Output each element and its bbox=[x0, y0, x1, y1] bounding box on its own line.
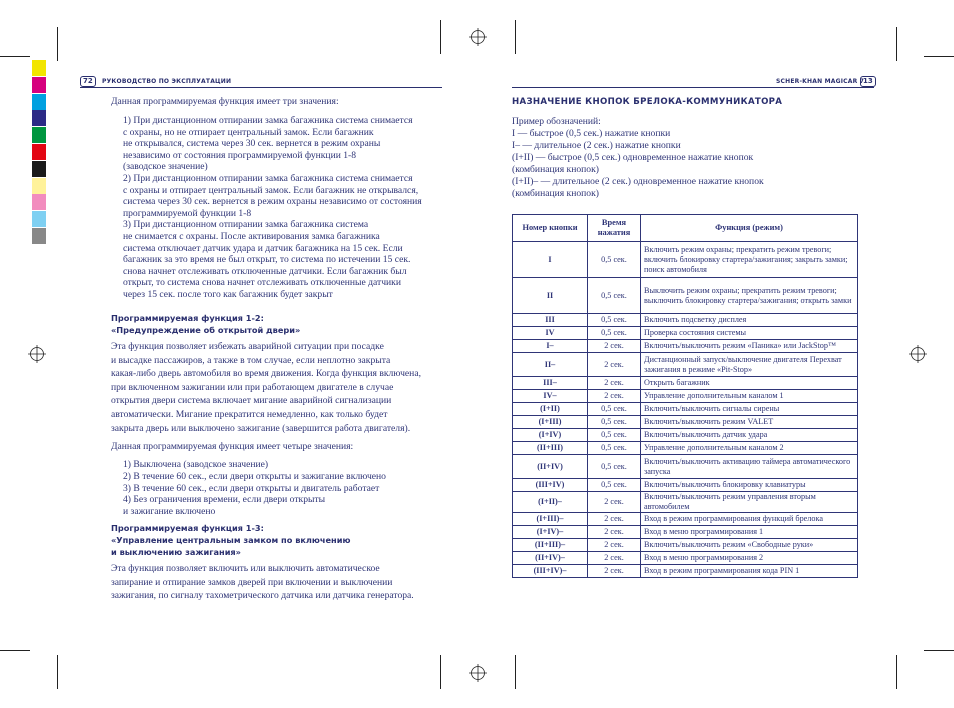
right-header-rule bbox=[512, 87, 874, 88]
intro-text: Данная программируемая функция имеет три значения: bbox=[111, 96, 339, 107]
cell-function: Включить/выключить режим «Паника» или JackStop™ bbox=[641, 340, 858, 353]
cell-function: Включить режим охраны; прекратить режим тревоги; включить блокировку стартера/зажигания; закрыть замки; поиск автомобиля bbox=[641, 242, 858, 278]
registration-mark-right bbox=[909, 345, 927, 363]
color-swatch bbox=[32, 60, 46, 76]
text-line: I– — длительное (2 сек.) нажатие кнопки bbox=[512, 140, 681, 151]
cell-function: Вход в меню программирования 1 bbox=[641, 526, 858, 539]
table-row bbox=[513, 377, 858, 390]
text-line: зажигания, по сигналу тахометрического датчика или датчика генератора. bbox=[111, 590, 414, 602]
func12-title-2: «Предупреждение об открытой двери» bbox=[111, 325, 301, 335]
text-line: система отключает датчик удара и датчик багажника на 15 сек. Если bbox=[123, 242, 403, 254]
text-line: открыт, то система снова начнет отслеживать отключенные датчики bbox=[123, 277, 401, 289]
cell-button: (II+III) bbox=[513, 442, 588, 455]
text-line: I — быстрое (0,5 сек.) нажатие кнопки bbox=[512, 128, 671, 139]
cell-button: (II+III)– bbox=[513, 539, 588, 552]
cell-button: II– bbox=[513, 353, 588, 377]
cell-function: Включить/выключить сигналы сирены bbox=[641, 403, 858, 416]
table-row bbox=[513, 526, 858, 539]
cell-button: I bbox=[513, 242, 588, 278]
table-row bbox=[513, 403, 858, 416]
text-line: не снимается с охраны. После активирования замка багажника bbox=[123, 231, 380, 242]
table-row bbox=[513, 539, 858, 552]
table-row bbox=[513, 314, 858, 327]
cell-time: 2 сек. bbox=[588, 340, 641, 353]
color-swatch bbox=[32, 228, 46, 244]
text-line: (комбинация кнопок) bbox=[512, 164, 599, 175]
cell-button: (I+II)– bbox=[513, 492, 588, 513]
cell-button: (III+IV)– bbox=[513, 565, 588, 578]
text-line: (заводское значение) bbox=[123, 161, 208, 173]
cell-button: (I+IV)– bbox=[513, 526, 588, 539]
color-swatch bbox=[32, 161, 46, 177]
color-swatch bbox=[32, 178, 46, 194]
cell-button: III– bbox=[513, 377, 588, 390]
cell-time: 2 сек. bbox=[588, 492, 641, 513]
func13-title-3: и выключению зажигания» bbox=[111, 547, 241, 557]
text-line: 3) При дистанционном отпирании замка багажника система bbox=[123, 219, 369, 231]
text-line: при включенном зажигании или при работающем двигателе в случае bbox=[111, 381, 394, 393]
func13-title-2: «Управление центральным замком по включению bbox=[111, 535, 351, 545]
func12-title-1: Программируемая функция 1-2: bbox=[111, 313, 264, 323]
text-line: 2) В течение 60 сек., если двери открыты и зажигание включено bbox=[123, 470, 386, 482]
section-title: НАЗНАЧЕНИЕ КНОПОК БРЕЛОКА-КОММУНИКАТОРА bbox=[512, 97, 783, 107]
left-header-rule bbox=[80, 87, 442, 88]
cell-function: Управление дополнительным каналом 1 bbox=[641, 390, 858, 403]
cell-time: 0,5 сек. bbox=[588, 455, 641, 479]
func13-title-1: Программируемая функция 1-3: bbox=[111, 523, 264, 533]
registration-mark-top bbox=[469, 28, 487, 46]
text-line: система через 30 сек. вернется в режим охраны независимо от состояния bbox=[123, 196, 422, 208]
table-row bbox=[513, 552, 858, 565]
cell-time: 0,5 сек. bbox=[588, 442, 641, 455]
text-line: Пример обозначений: bbox=[512, 116, 601, 127]
text-line: снова начнет отслеживать отключенные датчики. Если багажник был bbox=[123, 265, 407, 277]
cell-function: Открыть багажник bbox=[641, 377, 858, 390]
text-line: 3) В течение 60 сек., если двери открыты и двигатель работает bbox=[123, 482, 380, 494]
table-row bbox=[513, 429, 858, 442]
text-line: багажник за это время не был открыт, то система по истечении 15 сек. bbox=[123, 254, 411, 266]
cell-button: (I+IV) bbox=[513, 429, 588, 442]
cell-function: Вход в режим программирования функций брелока bbox=[641, 513, 858, 526]
text-line: и высадке пассажиров, а также в том случае, если неплотно закрыта bbox=[111, 354, 391, 366]
header-button: Номер кнопки bbox=[513, 215, 588, 242]
color-swatch bbox=[32, 194, 46, 210]
cell-button: (I+II) bbox=[513, 403, 588, 416]
left-running-head: РУКОВОДСТВО ПО ЭКСПЛУАТАЦИИ bbox=[102, 78, 232, 85]
text-line: (I+II) — быстрое (0,5 сек.) одновременное нажатие кнопок bbox=[512, 152, 754, 163]
cell-time: 0,5 сек. bbox=[588, 314, 641, 327]
cell-button: (I+III) bbox=[513, 416, 588, 429]
text-line: независимо от состояния программируемой функции 1-8 bbox=[123, 149, 357, 161]
cell-button: II bbox=[513, 278, 588, 314]
right-running-head: SCHER-KHAN MAGICAR 7 bbox=[776, 78, 865, 85]
color-swatch bbox=[32, 211, 46, 227]
text-line: закрыта дверь или выключено зажигание (завершится работа двигателя). bbox=[111, 422, 411, 434]
cell-function: Включить/выключить активацию таймера автоматического запуска bbox=[641, 455, 858, 479]
cell-button: (II+IV) bbox=[513, 455, 588, 479]
cell-function: Включить/выключить режим управления вторым автомобилем bbox=[641, 492, 858, 513]
cell-button: III bbox=[513, 314, 588, 327]
cell-time: 2 сек. bbox=[588, 513, 641, 526]
table-row bbox=[513, 390, 858, 403]
cell-function: Вход в режим программирования кода PIN 1 bbox=[641, 565, 858, 578]
header-time: Время нажатия bbox=[588, 215, 641, 242]
text-line: и зажигание включено bbox=[123, 506, 216, 518]
table-row bbox=[513, 416, 858, 429]
text-line: запирание и отпирание замков дверей при включении и выключении bbox=[111, 576, 393, 588]
table-row bbox=[513, 353, 858, 377]
text-line: Эта функция позволяет включить или выключить автоматическое bbox=[111, 563, 380, 574]
cell-function: Включить/выключить датчик удара bbox=[641, 429, 858, 442]
table-row bbox=[513, 455, 858, 479]
text-line: Эта функция позволяет избежать аварийной ситуации при посадке bbox=[111, 341, 384, 352]
table-row bbox=[513, 340, 858, 353]
cell-button: IV bbox=[513, 327, 588, 340]
cell-function: Включить подсветку дисплея bbox=[641, 314, 858, 327]
cell-function: Проверка состояния системы bbox=[641, 327, 858, 340]
text-line: 4) Без ограничения времени, если двери открыты bbox=[123, 494, 326, 506]
cell-button: (I+III)– bbox=[513, 513, 588, 526]
cell-time: 0,5 сек. bbox=[588, 429, 641, 442]
text-line: через 15 сек. после того как багажник будет закрыт bbox=[123, 289, 333, 300]
cell-function: Включить/выключить режим VALET bbox=[641, 416, 858, 429]
cell-function: Включить/выключить режим «Свободные руки» bbox=[641, 539, 858, 552]
registration-mark-left bbox=[28, 345, 46, 363]
text-line: с охраны и отпирает центральный замок. Если багажник не открывался, bbox=[123, 184, 419, 196]
header-function: Функция (режим) bbox=[641, 215, 858, 242]
cell-button: (II+IV)– bbox=[513, 552, 588, 565]
cell-function: Выключить режим охраны; прекратить режим тревоги; выключить блокировку стартера/зажигания; открыть замки bbox=[641, 278, 858, 314]
cell-time: 2 сек. bbox=[588, 353, 641, 377]
cell-function: Дистанционный запуск/выключение двигателя Перехват зажигания в режиме «Pit-Stop» bbox=[641, 353, 858, 377]
cell-function: Включить/выключить блокировку клавиатуры bbox=[641, 479, 858, 492]
text-line: какая-либо дверь автомобиля во время движения. Когда функция включена, bbox=[111, 368, 421, 380]
cell-button: (III+IV) bbox=[513, 479, 588, 492]
text-line: открытия двери система включает мигание аварийной сигнализации bbox=[111, 395, 392, 407]
text-line: с охраны, но не отпирает центральный замок. Если багажник bbox=[123, 126, 374, 138]
cell-time: 0,5 сек. bbox=[588, 242, 641, 278]
cell-time: 0,5 сек. bbox=[588, 278, 641, 314]
cell-time: 2 сек. bbox=[588, 390, 641, 403]
text-line: не открывался, система через 30 сек. вернется в режим охраны bbox=[123, 138, 381, 150]
cell-time: 0,5 сек. bbox=[588, 479, 641, 492]
cell-time: 2 сек. bbox=[588, 565, 641, 578]
text-line: 1) Выключена (заводское значение) bbox=[123, 459, 269, 470]
table-row bbox=[513, 513, 858, 526]
table-header-row bbox=[513, 215, 858, 242]
cell-button: I– bbox=[513, 340, 588, 353]
table-row bbox=[513, 278, 858, 314]
registration-mark-bottom bbox=[469, 664, 487, 682]
cell-button: IV– bbox=[513, 390, 588, 403]
text-line: (I+II)– — длительное (2 сек.) одновременное нажатие кнопок bbox=[512, 176, 764, 187]
cell-function: Вход в меню программирования 2 bbox=[641, 552, 858, 565]
text-line: автоматически. Мигание прекратится немедленно, как только будет bbox=[111, 409, 388, 420]
table-row bbox=[513, 492, 858, 513]
table-row bbox=[513, 479, 858, 492]
cell-time: 0,5 сек. bbox=[588, 416, 641, 429]
cell-time: 2 сек. bbox=[588, 539, 641, 552]
table-row bbox=[513, 242, 858, 278]
text-line: программируемой функции 1-8 bbox=[123, 207, 252, 219]
cell-time: 2 сек. bbox=[588, 552, 641, 565]
text-line: 2) При дистанционном отпирании замка багажника система снимается bbox=[123, 173, 413, 184]
cell-time: 2 сек. bbox=[588, 377, 641, 390]
color-swatch bbox=[32, 110, 46, 126]
cell-time: 0,5 сек. bbox=[588, 327, 641, 340]
table-row bbox=[513, 565, 858, 578]
table-row bbox=[513, 442, 858, 455]
text-line: 1) При дистанционном отпирании замка багажника система снимается bbox=[123, 115, 413, 126]
cell-time: 2 сек. bbox=[588, 526, 641, 539]
cell-time: 0,5 сек. bbox=[588, 403, 641, 416]
text-line: (комбинация кнопок) bbox=[512, 188, 599, 199]
right-page-number: 13 bbox=[860, 76, 876, 87]
color-swatch bbox=[32, 77, 46, 93]
color-swatch bbox=[32, 144, 46, 160]
buttons-table bbox=[512, 214, 858, 578]
table-row bbox=[513, 327, 858, 340]
color-swatch bbox=[32, 94, 46, 110]
func12-intro2: Данная программируемая функция имеет четыре значения: bbox=[111, 441, 354, 452]
color-swatch bbox=[32, 127, 46, 143]
cell-function: Управление дополнительным каналом 2 bbox=[641, 442, 858, 455]
left-page-number: 72 bbox=[80, 76, 96, 87]
